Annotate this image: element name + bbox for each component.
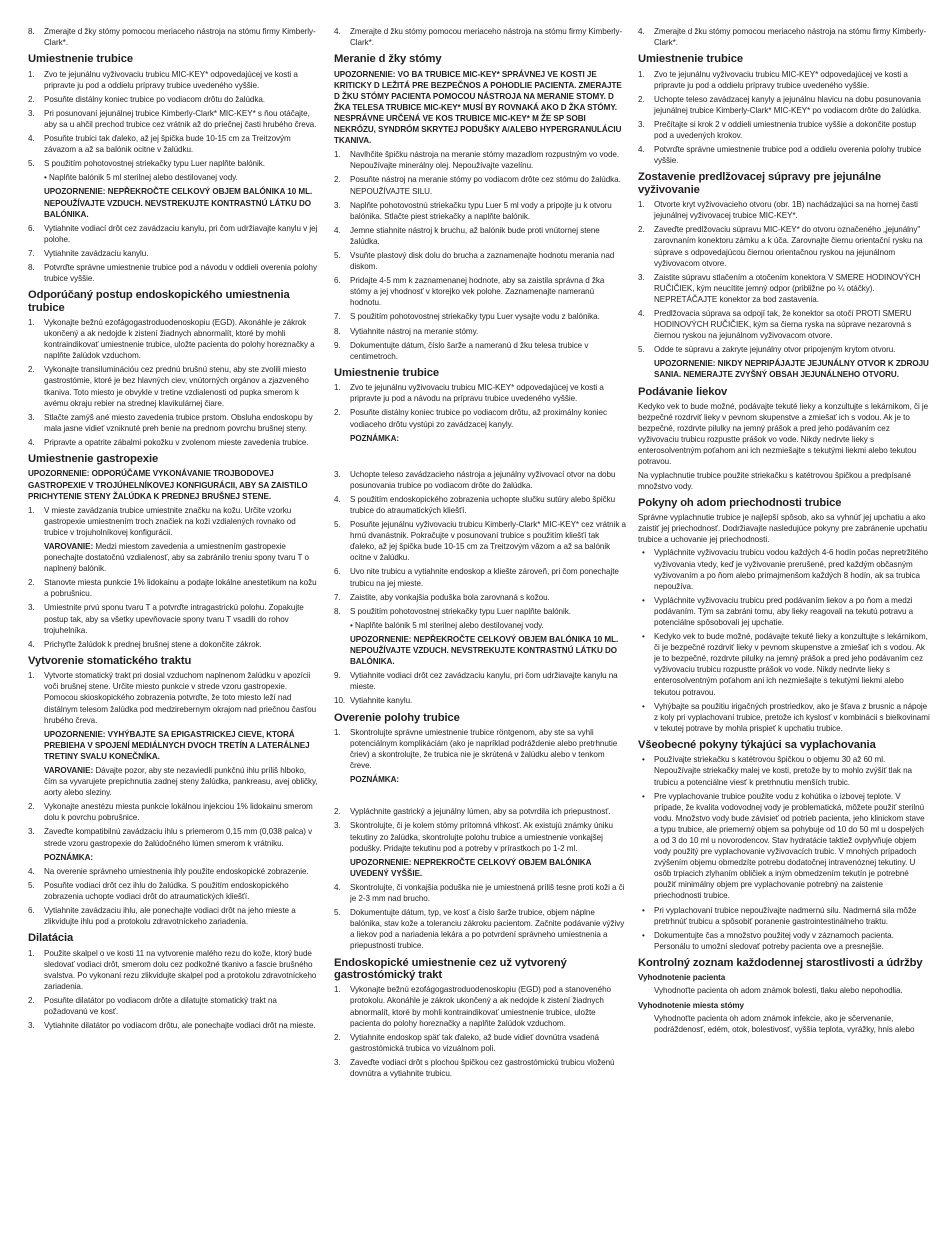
section-heading: Dilatácia [28,932,74,945]
caution-note: VAROVANIE: Medzi miestom zavedenia a umiestnením gastropexie ponechajte dostatočnú vzdialenosť, aby sa zabránilo treniu spony tvaru T o naplnený balónik. [44,542,309,574]
warning-text: UPOZORNENIE: NEPŘEKROČTE CELKOVÝ OBJEM BALÓNIKA 10 ML. NEPOUŽÍVAJTE VZDUCH. NEVSTREKUJTE KONTRASTNÚ LÁTKU DO BALÓNIKA. [350,634,619,667]
list-item: 4. Zmerajte d žku stómy pomocou meriaceho nástroja na stómu firmy Kimberly-Clark*. [638,27,927,48]
list-item: 8. Zmerajte d žky stómy pomocou meriaceho nástroja na stómu firmy Kimberly-Clark*. [28,27,316,48]
list-item: 8. Vytiahnite nástroj na meranie stómy. [334,326,479,336]
list-item: 9. Dokumentujte dátum, číslo šarže a nameranú d žku telesa trubice v centimetroch. [334,340,589,361]
list-item: 2. Posuňte distálny koniec trubice po vodiacom drôtu do žalúdka. [28,94,266,104]
list-item: 3. Zaveďte kompatibilnú zavádzaciu ihlu s priemerom 0,15 mm (0,038 palca) v strede vzoru gastropexie do žalúdočného lúmen smerom k vrátniku. [28,827,313,848]
subheading: Vyhodnotenie pacienta [638,973,726,983]
column-2 [334,26,626,1082]
list-item: 3. Zaveďte vodiaci drôt s plochou špičkou cez gastrostómickú trubicu vloženú dovnútra a vytiahnite trubicu. [334,1057,615,1078]
list-item: 1. Vytvorte stomatický trakt pri dosial vzduchom naplnenom žalúdku v apozícii voči brušnej stene. Určite miesto punkcie v strede vzoru gastropexie. Pomocou skioskopického zobrazenia potvrďte, že toto miesto leží nad distálnym telesom žalúdka pod medzirebernym okrajom nad priečnou časťou hrubého čreva. [28,671,317,725]
warning-text: UPOZORNENIE: NIKDY NEPRIPÁJAJTE JEJUNÁLNY OTVOR K ZDROJU SANIA. NEMERAJTE ZVYŠNÝ OBSAH JEJUNÁLNEHO OTVORU. [654,359,929,380]
list-item: 2. Vytiahnite endoskop späť tak ďaleko, až bude vidieť dovnútra vsadená gastrostómická trubica vo vizuálnom poli. [334,1032,599,1053]
list-item: 5. Vsuňte plastový disk dolu do brucha a zaznamenajte hodnotu merania nad diskom. [334,251,615,272]
list-item: 2. Vykonajte transiluminációu cez prednú brušnú stenu, aby ste zvolili miesto gastrostómie, ktoré je bez hlavných ciev, vnútorných orgánov a zjazveného tkaniva. Toto miesto je obvykle v tretine vzdialenosti od pupka smerom k avému okraju rebier na strednej klavikulárnej čiare. [28,365,309,408]
list-item: 8. S použitím pohotovostnej striekačky typu Luer naplňte balónik. [334,606,571,616]
list-item: 3. Pri posunovaní jejunálnej trubice Kimberly-Clark* MIC-KEY* s ňou otáčajte, aby sa u ahčil prechod trubice cez vrátnik až do priečnej časti hrubého čreva. [28,108,317,129]
list-item: 5. S použitím pohotovostnej striekačky typu Luer naplňte balónik. [28,159,265,169]
list-item: 1. Vykonajte bežnú ezofágogastroduodenoskopiu (EGD). Akonáhle je zákrok ukončený a ak nedojde k zistení žiadnych abnormalít, ktoré by mohli kontraindikovať umiestnenie trubice, uložte pacienta do polohy horeznačky a naplňte žalúdok vzduchom. [28,318,315,361]
list-item: 4. Pripravte a opatrite zábalmi pokožku v zvolenom mieste zavedenia trubice. [28,437,309,447]
section-heading: Kontrolný zoznam každodennej starostlivosti a údržby [638,956,923,969]
paragraph: Kedyko vek to bude možné, podávajte tekuté lieky a konzultujte s lekárnikom, či je bezpečné rozdrviť lieky v pevnom skupenstve a zmiešať ich s vodou. Ak je to bezpečné, rozdrvte pilulky na jemný prášok a pred jeho podávaním cez vyživovaciu trubicu rozpustte prášok vo vode. Nikdy nedrvte lieky s enterosolventným poťahom ani ich nezmiešajte s tekutými liekmi alebo tekutou potravou. [638,401,929,467]
list-item: 2. Posuňte distálny koniec trubice po vodiacom drôtu, až proximálny koniec vodiaceho drôtu vystúpi zo zavádzacej kanyly. [334,408,607,429]
list-item: 1. Vykonajte bežnú ezofágogastroduodenoskopiu (EGD) pod a stanoveného protokolu. Akonáhle je zákrok ukončený a ak nedojde k zistení žiadnych abnormalít, ktoré by mohli kontraindikovať umiestnenie trubice, uložte pacienta do polohy horeznačky a naplňte žalúdok vzduchom. [334,985,611,1028]
list-item: 3. Vytiahnite dilatátor po vodiacom drôtu, ale ponechajte vodiaci drôt na mieste. [28,1021,316,1031]
sub-bullet: • Naplňte balónik 5 ml sterilnej alebo destilovanej vody. [44,173,238,183]
list-item: 4. Potvrďte správne umiestnenie trubice pod a oddielu overenia polohy trubice vyššie. [638,145,922,166]
list-item: 4. Skontrolujte, či vonkajšia poduška nie je umiestnená príliš tesne proti koži a či je 2-3 mm nad brucho. [334,882,625,904]
list-item: 7. S použitím pohotovostnej striekačky typu Luer vysajte vodu z balónika. [334,312,600,322]
bullet-item: • Pre vyplachovanie trubice použite vodu z kohútika o izbovej teplote. V prípade, že kvalita vodovodnej vody je problematická, môžete použiť sterilnú vodu. Množstvo vody bude závisieť od potrieb pacienta, jeho klinickom stave a typu trubice, ale priemerný objem sa pohybuje od 10 do 50 ml u dospelých a od 3 do 10 ml u novorodencov. Stav hydratácie taktiež ovplyvňuje objem vody použitý pre vyplachovanie vyživovacích trubic. V mnohých prípadoch zvýšením objemu obmedzíte potrebu dodatočnej intravenóznej tekutiny. U osôb trpiacich zlyhaním obličiek a iným obmedzením tekutín je potrebné použiť minimálny objem pre vyplachovanie potrebný na zaistenie priechodnosti trubice. [638,791,930,902]
list-item: 2. Vypláchnite gastrický a jejunálny lúmen, aby sa potvrdila ich priepustnosť. [334,807,611,817]
list-item: 2. Vykonajte anestézu miesta punkcie lokálnou injekciou 1% lidokainu smerom dolu k povrchu pobrušnice. [28,802,313,823]
warning-text: UPOZORNENIE: NEPŘEKROČTE CELKOVÝ OBJEM BALÓNIKA 10 ML. NEPOUŽÍVAJTE VZDUCH. NEVSTREKUJTE KONTRASTNÚ LÁTKU DO BALÓNIKA. [44,187,313,219]
list-item: 2. Posuňte dilatátor po vodiacom drôte a dilatujte stomatický trakt na požadovanú ve kosť. [28,996,277,1017]
list-item: 8. Potvrďte správne umiestnenie trubice pod a návodu v oddieli overenia polohy trubice vyššie. [28,263,317,284]
warning-text: UPOZORNENIE: VO BA TRUBICE MIC-KEY* SPRÁVNEJ VE KOSTI JE KRITICKY D LEŽITÁ PRE BEZPEČNOS A POHODLIE PACIENTA. ZMERAJTE D ŽKU STÓMY PACIENTA POMOCOU NÁSTROJA NA MERANIE STOMY. D ŽKA TELESA TRUBICE MIC-KEY* MUSÍ BY ROVNAKÁ AKO D ŽKA STÓMY. NESPRÁVNE URČENÁ VE KOS TRUBICE MIC-KEY* M ŽE SP SOBI NEKRÓZU, SYNDRÓM SKRYTEJ PODUŠKY A/ALEBO HYPERGRANULÁCIU TKANIVA. [334,69,622,146]
list-item: 1. Zvo te jejunálnu vyživovaciu trubicu MIC-KEY* odpovedajúcej ve kosti a pripravte ju pod a oddielu prípravy trubice uvedeného vyššie. [28,69,298,90]
section-heading: Zostavenie predlžovacej súpravy pre jejunálne vyživovanie [638,171,881,196]
list-item: 5. Dokumentujte dátum, typ, ve kosť a číslo šarže trubice, objem náplne balónika, stav kože a toleranciu zákroku pacientom. Začnite podávanie výživy a liekov pod a nariadenia lekára a po potvrdení správneho umiestnenia a priepustnosti trubice. [334,908,625,951]
list-item: 5. Posuňte jejunálnu vyživovaciu trubicu Kimberly-Clark* MIC-KEY* cez vrátnik a hrnú dvanástnik. Pokračujte v posunovaní trubice s použitím kliešťí tak ďaleko, až jej špička bude 10-15 cm za Treitzovým vâzom a až sa balónik ocitne v žalúdku. [334,520,626,563]
list-item: 3. Zaistite súpravu stlačením a otočením konektora V SMERE HODINOVÝCH RUČIČIEK, kým neucítite jemný odpor (približne po ¼ otáčky). NEPRETÁČAJTE konektor za bod zastavenia. [638,272,921,304]
paragraph: Na vyplachnutie trubice použite striekačku s katétrovou špičkou a predpísané množstvo vody. [638,470,911,491]
list-item: 6. Uvo nite trubicu a vytiahnite endoskop a kliešte zároveň, pri čom ponechajte trubicu na jej mieste. [334,567,619,588]
subheading: Vyhodnotenie miesta stómy [638,1000,744,1010]
list-item: 3. Naplňte pohotovostnú striekačku typu Luer 5 ml vody a pripojte ju k otvoru balónika. Stlačte piest striekačky a naplňte balónik. [334,200,612,221]
list-item: 4. Prichyťte žalúdok k prednej brušnej stene a dokončite zákrok. [28,639,262,649]
blank-space [334,788,626,806]
section-heading: Endoskopické umiestnenie cez už vytvorený gastrostómický trakt [334,956,567,981]
list-item: 9. Vytiahnite vodiaci drôt cez zavádzaciu kanylu, pri čom udržiavajte kanylu na mieste. [334,671,618,692]
list-item: 4. Na overenie správneho umiestnenia ihly použite endoskopické zobrazenie. [28,866,309,876]
list-item: 3. Stlačte zamýš ané miesto zavedenia trubice prstom. Obsluha endoskopu by mala jasne vidieť vzniknuté preh benie na prednom povrchu brušnej steny. [28,412,313,433]
bullet-item: • Pri vyplachovaní trubice nepoužívajte nadmernú silu. Nadmerná sila môže pretrhnúť trubicu a spôsobiť poranenie gastrointestinálneho traktu. [638,905,930,927]
blank-space [334,447,626,469]
paragraph: Vyhodnoťte pacienta oh adom známok infekcie, ako je sčervenanie, podráždenosť, edém, otok, bolestivosť, vyššia teplota, vyrážky, hnis alebo [654,1013,915,1034]
section-heading: Odporúčaný postup endoskopického umiestnenia trubice [28,289,290,314]
list-item: 1. Zvo te jejunálnu vyživovaciu trubicu MIC-KEY* odpovedajúcej ve kosti a pripravte ju pod a návodu na prípravu trubice uvedeného vyššie. [334,383,604,404]
section-heading: Podávanie liekov [638,385,728,398]
column-3 [638,26,930,1037]
list-item: 1. Zvo te jejunálnu vyživovaciu trubicu MIC-KEY* odpovedajúcej ve kosti a pripravte ju pod a oddielu prípravy trubice uvedeného vyššie. [638,69,908,90]
section-heading: Umiestnenie trubice [334,366,440,379]
list-item: 3. Skontrolujte, či je kolem stómy prítomná vlhkosť. Ak existujú známky úniku tekutiny zo žalúdka, skontrolujte polohu trubice a umiestnenie vonkajšej podušky. Pridajte tekutinu pod a potreby v prírastkoch po 1-2 ml. [334,821,613,853]
warning-text: UPOZORNENIE: NEPREKROČTE CELKOVÝ OBJEM BALÓNIKA UVEDENÝ VYŠŠIE. [350,857,592,878]
list-item: 2. Zaveďte predlžovaciu súpravu MIC-KEY* do otvoru označeného „jejunálny" zarovnaním konektoru zámku a k úča. Zarovnajte čiernu orientační rysku na súprave s odpovedajúcou čiernou orientačnou ryskou na jejunálnom vyživovacom otvore. [638,225,923,268]
section-heading: Vytvorenie stomatického traktu [28,654,192,667]
list-item: 4. Zmerajte d žku stómy pomocou meriaceho nástroja na stómu firmy Kimberly-Clark*. [334,27,623,48]
list-item: 6. Vytiahnite zavádzaciu ihlu, ale ponechajte vodiaci drôt na jeho mieste a zlikvidujte ihlu pod a protokolu zdravotníckeho zariadenia. [28,906,296,927]
section-heading: Umiestnenie gastropexie [28,453,159,466]
list-item: 10. Vytiahnite kanylu. [334,696,413,706]
note-label: POZNÁMKA: [350,775,400,785]
bullet-item: • Vyhýbajte sa použitiu irigačných prostriedkov, ako je šťava z brusnic a nápoje z koly pri vyplachovaní trubice, pretože ich kyslosť v kombinácii s bielkovinami v tekutej potrave by mohla prispieť k upchatiu trubice. [638,701,930,734]
bullet-item: • Vypláchnite vyživovaciu trubicu vodou každých 4-6 hodín počas nepretržitého vyživovania vtedy, keď je vyživovanie prerušené, pred každým občasným vyživovaním a po ňom alebo primajmenšom každých 8 hodín, ak sa trubica nepoužíva. [638,547,930,591]
list-item: 3. Uchopte teleso zavádzacieho nástroja a jejunálny vyživovací otvor na dobu posunovania trubice po vodiacom drôte do žalúdka. [334,469,616,490]
list-item: 1. Použite skalpel o ve kosti 11 na vytvorenie malého rezu do kože, ktorý bude sledovať vodiaci drôt, smerom dolu cez podkožné tkanivo a fascie brušného svalstva. Po vykonaní rezu zlikvidujte skalpel pod a protokolu zdravotníckeho zariadenia. [28,948,317,991]
column-1 [28,26,320,1034]
warning-text: UPOZORNENIE: VYHÝBAJTE SA EPIGASTRICKEJ CIEVE, KTORÁ PREBIEHA V SPOJENÍ MEDIÁLNYCH DVOCH TRETÍN A LATERÁLNEJ TRETINY SVALU KONEČNÍKA. [44,729,310,761]
paragraph: Správne vyplachnutie trubice je najlepší spôsob, ako sa vyhnúť jej upchatiu a ako zaistiť jej priechodnosť. Dodržiavajte nasledujúce pokyny pre zabránenie upchatiu trubice a uchovanie jej priechodnosti. [638,513,928,545]
list-item: 1. V mieste zavádzania trubice umiestnite značku na kožu. Určite vzorku gastropexie umiestnením troch značiek na koži vzdialených rovnako od trubice v trojuholníkovej konfigurácii. [28,505,296,537]
bullet-item: • Kedyko vek to bude možné, podávajte tekuté lieky a konzultujte s lekárnikom, či je bezpečné rozdrviť lieky v pevnom skupenstve a zmiešať ich s vodou. Ak je to bezpečné, rozdrvte pilulky na jemný prášok a pred jeho podávaním cez vyživovaciu trubicu rozpustte prášok vo vode. Nikdy nedrvte lieky s enterosolventným poťahom ani ich nezmiešajte s tekutými liekmi alebo tekutou potravou. [638,631,930,698]
list-item: 5. Posuňte vodiaci drôt cez ihlu do žalúdka. S použitím endoskopického zobrazenia uchopte vodiaci drôt do atraumatických kliešťí. [28,880,289,901]
warning-text: UPOZORNENIE: ODPORÚČAME VYKONÁVANIE TROJBODOVEJ GASTROPEXIE V TROJÚHELNÍKOVEJ KONFIGURÁCII, ABY SA ZAISTILO PRICHYTENIE STENY ŽALÚDKA K PREDNEJ BRUŠNEJ STENE. [28,469,308,501]
list-item: 2. Posuňte nástroj na meranie stómy po vodiacom drôte cez stómu do žalúdka. NEPOUŽÍVAJTE SILU. [334,175,621,196]
list-item: 6. Vytiahnite vodiací drôt cez zavádzaciu kanylu, pri čom udržiavajte kanylu v jej polohe. [28,223,318,244]
bullet-item: • Dokumentujte čas a množstvo použitej vody v záznamoch pacienta. Personálu to umožní sledovať potreby pacienta ove a presnejšie. [638,930,930,952]
note-label: POZNÁMKA: [350,433,400,443]
list-item: 1. Navlhčite špičku nástroja na meranie stómy mazadlom rozpustným vo vode. Nepoužívajte minerálny olej. Nepoužívajte vazelínu. [334,150,620,171]
sub-bullet: • Naplňte balónik 5 ml sterilnej alebo destilovanej vody. [350,620,544,630]
list-item: 3. Prečítajte si krok 2 v oddieli umiestnenia trubice vyššie a dokončite postup pod a uvedených krokov. [638,119,917,141]
list-item: 2. Stanovte miesta punkcie 1% lidokainu a podajte lokálne anestetikum na kožu a pobrušnicu. [28,578,317,599]
list-item: 7. Vytiahnite zavádzaciu kanylu. [28,248,149,258]
list-item: 4. Jemne stiahnite nástroj k bruchu, až balónik bude proti vnútornej stene žalúdka. [334,225,600,246]
list-item: 1. Otvorte kryt vyživovacieho otvoru (obr. 1B) nachádzajúci sa na hornej časti jejunálnej vyživovacej trubice MIC-KEY*. [638,200,918,221]
section-heading: Pokyny oh adom priechodnosti trubice [638,496,842,509]
bullet-item: • Vypláchnite vyživovaciu trubicu pred podávaním liekov a po ňom a medzi podávaním. Tým sa zabráni tomu, aby lieky reagovali na tekutú potravu a potenciálne spôsobovali jej upchatie. [638,595,930,628]
paragraph: Vyhodnoťte pacienta oh adom známok bolesti, tlaku alebo nepohodlia. [654,986,903,996]
section-heading: Všeobecné pokyny týkajúci sa vyplachovania [638,738,876,751]
list-item: 5. Odde te súpravu a zakryte jejunálny otvor pripojeným krytom otvoru. [638,345,896,355]
caution-note: VAROVANIE: Dávajte pozor, aby ste nezaviedli punkčnú ihlu príliš hlboko, čím sa vyvarujete prepichnutia zadnej steny žalúdka, pankreasu, avej obličky, aorty alebo sleziny. [44,766,318,798]
list-item: 6. Pridajte 4-5 mm k zaznamenanej hodnote, aby sa zaistila správna d žka stómy a jej vhodnosť v ktorejko vek polohe. Zaznamenajte nameranú hodnotu. [334,276,605,308]
section-heading: Umiestnenie trubice [28,53,134,66]
section-heading: Overenie polohy trubice [334,711,460,724]
list-item: 2. Uchopte teleso zavádzacej kanyly a jejunálnu hlavicu na dobu posunovania jejunálnej trubice Kimberly-Clark* MIC-KEY* po vodiacom drôte do žalúdka. [638,94,922,115]
list-item: 1. Skontrolujte správne umiestnenie trubice röntgenom, aby ste sa vyhli potenciálnym komplikáciám (ako je napríklad podráždenie alebo pretrhnutie čriev) a skontrolujte, že trubica nie je skrútená v žalúdku alebo v tenkom čreve. [334,727,618,771]
list-item: 3. Umiestnite prvú sponu tvaru T a potvrďte intragastrickú polohu. Zopakujte postup tak, aby sa všetky upevňovacie spony tvaru T vsadili do rohov trojuhelníka. [28,603,304,635]
list-item: 4. Posuňte trubici tak ďaleko, až jej špička bude 10-15 cm za Treitzovým závazom a až sa balónik ocitne v žalúdku. [28,134,291,155]
list-item: 7. Zaistite, aby vonkajšia poduška bola zarovnaná s kožou. [334,592,550,602]
list-item: 4. S použitím endoskopického zobrazenia uchopte slučku sutúry alebo špičku trubice do atraumatických kliešťí. [334,494,616,515]
bullet-item: • Používajte striekačku s katétrovou špičkou o objemu 30 až 60 ml. Nepoužívajte striekačky malej ve kosti, pretože by to mohlo zvýšiť tlak na trubicu a potenciálne viesť k pretrhnutiu menších trubic. [638,754,930,787]
list-item: 4. Predlžovacia súprava sa odpojí tak, že konektor sa otočí PROTI SMERU HODINOVÝCH RUČIČIEK, kým sa čierna ryska na súprave nezarovná s čiernou ryskou na jejunálnom vyživovacom otvore. [638,309,912,341]
note-label: POZNÁMKA: [44,852,94,862]
section-heading: Umiestnenie trubice [638,53,744,66]
section-heading: Meranie d žky stómy [334,53,442,66]
